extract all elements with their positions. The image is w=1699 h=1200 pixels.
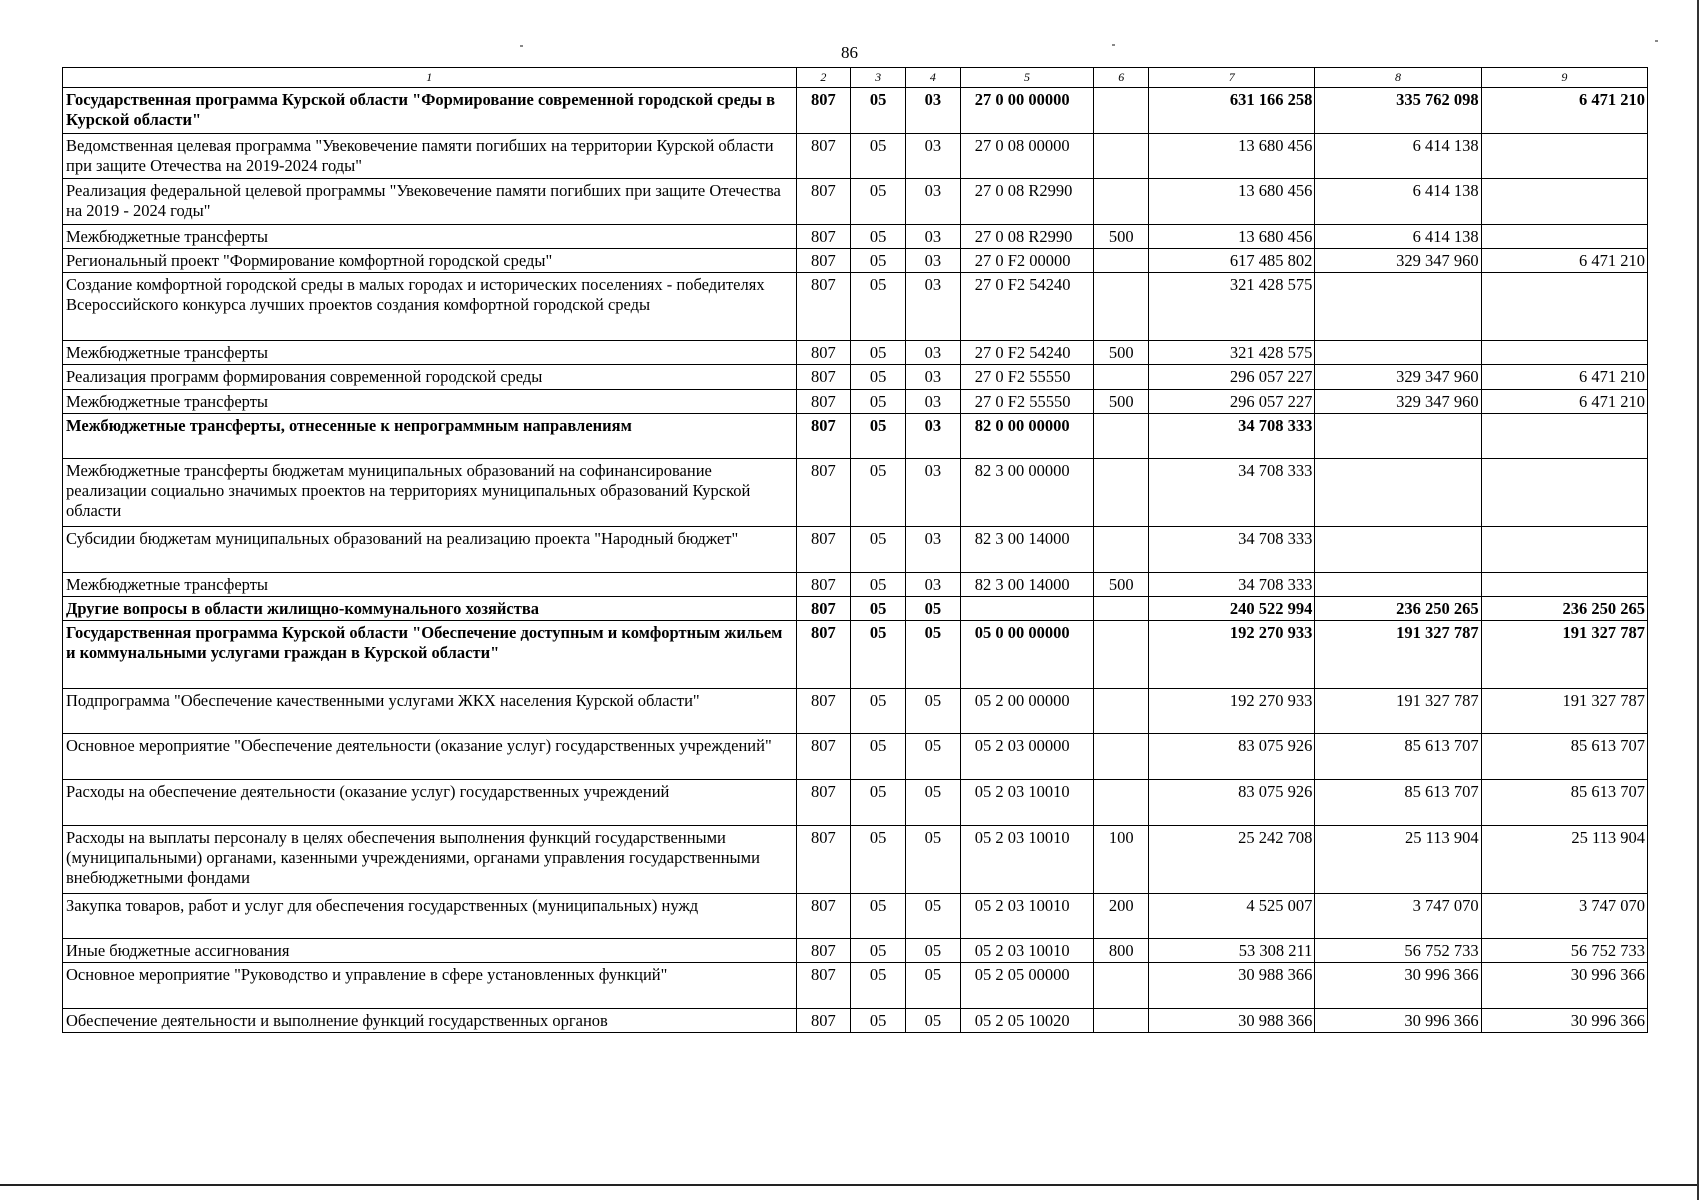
cell-target-article: 05 0 00 00000	[960, 620, 1094, 688]
cell-amount-col7: 34 708 333	[1149, 572, 1315, 596]
cell-col4: 03	[905, 134, 960, 179]
cell-col2: 807	[796, 458, 851, 526]
cell-col2: 807	[796, 1009, 851, 1033]
cell-expense-type: 500	[1094, 225, 1149, 249]
cell-amount-col9: 85 613 707	[1481, 733, 1647, 779]
table-row	[63, 620, 1648, 688]
cell-amount-col9: 236 250 265	[1481, 596, 1647, 620]
cell-amount-col8	[1315, 572, 1481, 596]
cell-amount-col8: 3 747 070	[1315, 893, 1481, 938]
cell-amount-col9	[1481, 572, 1647, 596]
cell-expense-type	[1094, 779, 1149, 825]
cell-amount-col8: 25 113 904	[1315, 825, 1481, 893]
row-name: Межбюджетные трансферты, отнесенные к непрограммным направлениям	[63, 413, 797, 458]
cell-expense-type	[1094, 596, 1149, 620]
column-header-5: 5	[960, 68, 1094, 88]
cell-col4: 03	[905, 179, 960, 225]
cell-amount-col9: 191 327 787	[1481, 688, 1647, 733]
cell-target-article: 27 0 F2 55550	[960, 365, 1094, 389]
row-name: Субсидии бюджетам муниципальных образований на реализацию проекта "Народный бюджет"	[63, 526, 797, 572]
cell-amount-col7: 53 308 211	[1149, 938, 1315, 962]
cell-amount-col8	[1315, 413, 1481, 458]
cell-col4: 03	[905, 273, 960, 341]
cell-expense-type: 800	[1094, 938, 1149, 962]
table-row	[63, 733, 1648, 779]
cell-amount-col7: 25 242 708	[1149, 825, 1315, 893]
cell-col2: 807	[796, 413, 851, 458]
cell-amount-col9	[1481, 179, 1647, 225]
row-name: Межбюджетные трансферты	[63, 572, 797, 596]
row-name: Ведомственная целевая программа "Увековечение памяти погибших на территории Курской области при защите Отечества на 2019-2024 годы"	[63, 134, 797, 179]
cell-col4: 05	[905, 620, 960, 688]
cell-expense-type	[1094, 688, 1149, 733]
cell-amount-col7: 4 525 007	[1149, 893, 1315, 938]
table-row	[63, 225, 1648, 249]
cell-col4: 03	[905, 413, 960, 458]
cell-col2: 807	[796, 620, 851, 688]
row-name: Создание комфортной городской среды в малых городах и исторических поселениях - победителях Всероссийского конкурса лучших проектов создания комфортной городской среды	[63, 273, 797, 341]
cell-col2: 807	[796, 365, 851, 389]
cell-amount-col7: 83 075 926	[1149, 779, 1315, 825]
cell-col4: 03	[905, 526, 960, 572]
cell-expense-type: 100	[1094, 825, 1149, 893]
cell-amount-col9	[1481, 225, 1647, 249]
cell-target-article: 27 0 F2 55550	[960, 389, 1094, 413]
scan-edge-bottom	[0, 1184, 1699, 1186]
cell-amount-col7: 13 680 456	[1149, 225, 1315, 249]
cell-col4: 03	[905, 365, 960, 389]
table-row	[63, 413, 1648, 458]
cell-amount-col9: 85 613 707	[1481, 779, 1647, 825]
table-row	[63, 938, 1648, 962]
scan-speck	[1112, 44, 1115, 46]
cell-amount-col9: 6 471 210	[1481, 365, 1647, 389]
cell-target-article: 27 0 08 R2990	[960, 225, 1094, 249]
cell-col3: 05	[851, 963, 906, 1009]
cell-col4: 05	[905, 938, 960, 962]
cell-target-article: 05 2 03 00000	[960, 733, 1094, 779]
cell-col3: 05	[851, 688, 906, 733]
cell-amount-col8: 30 996 366	[1315, 1009, 1481, 1033]
cell-amount-col9	[1481, 526, 1647, 572]
cell-col3: 05	[851, 365, 906, 389]
row-name: Расходы на обеспечение деятельности (оказание услуг) государственных учреждений	[63, 779, 797, 825]
cell-expense-type	[1094, 88, 1149, 134]
cell-col3: 05	[851, 779, 906, 825]
cell-expense-type: 500	[1094, 572, 1149, 596]
cell-amount-col9	[1481, 273, 1647, 341]
cell-amount-col7: 192 270 933	[1149, 688, 1315, 733]
cell-col3: 05	[851, 893, 906, 938]
cell-expense-type: 500	[1094, 389, 1149, 413]
column-header-6: 6	[1094, 68, 1149, 88]
table-row	[63, 365, 1648, 389]
cell-col2: 807	[796, 572, 851, 596]
cell-col2: 807	[796, 249, 851, 273]
cell-col4: 05	[905, 779, 960, 825]
cell-col4: 03	[905, 458, 960, 526]
table-row	[63, 341, 1648, 365]
cell-amount-col8	[1315, 526, 1481, 572]
cell-expense-type	[1094, 458, 1149, 526]
cell-target-article: 27 0 F2 54240	[960, 273, 1094, 341]
cell-amount-col8: 85 613 707	[1315, 733, 1481, 779]
cell-target-article	[960, 596, 1094, 620]
cell-amount-col8: 6 414 138	[1315, 225, 1481, 249]
cell-expense-type	[1094, 526, 1149, 572]
cell-target-article: 05 2 03 10010	[960, 893, 1094, 938]
budget-table-container	[62, 67, 1648, 1033]
row-name: Основное мероприятие "Обеспечение деятельности (оказание услуг) государственных учреждений"	[63, 733, 797, 779]
cell-col3: 05	[851, 572, 906, 596]
cell-amount-col8: 329 347 960	[1315, 389, 1481, 413]
cell-target-article: 05 2 03 10010	[960, 779, 1094, 825]
cell-amount-col9	[1481, 341, 1647, 365]
cell-amount-col7: 296 057 227	[1149, 365, 1315, 389]
cell-expense-type: 500	[1094, 341, 1149, 365]
row-name: Подпрограмма "Обеспечение качественными услугами ЖКХ населения Курской области"	[63, 688, 797, 733]
cell-target-article: 27 0 00 00000	[960, 88, 1094, 134]
row-name: Межбюджетные трансферты	[63, 225, 797, 249]
cell-col4: 05	[905, 596, 960, 620]
cell-col3: 05	[851, 526, 906, 572]
cell-amount-col8	[1315, 458, 1481, 526]
cell-col3: 05	[851, 134, 906, 179]
cell-amount-col7: 192 270 933	[1149, 620, 1315, 688]
cell-target-article: 82 3 00 00000	[960, 458, 1094, 526]
table-row	[63, 688, 1648, 733]
cell-target-article: 82 3 00 14000	[960, 572, 1094, 596]
row-name: Межбюджетные трансферты	[63, 389, 797, 413]
column-header-2: 2	[796, 68, 851, 88]
cell-col3: 05	[851, 1009, 906, 1033]
cell-amount-col8: 30 996 366	[1315, 963, 1481, 1009]
cell-amount-col7: 631 166 258	[1149, 88, 1315, 134]
cell-col4: 05	[905, 963, 960, 1009]
budget-table	[62, 67, 1648, 1033]
cell-amount-col9: 6 471 210	[1481, 88, 1647, 134]
cell-col3: 05	[851, 88, 906, 134]
cell-col2: 807	[796, 938, 851, 962]
table-row	[63, 458, 1648, 526]
cell-amount-col8: 329 347 960	[1315, 249, 1481, 273]
row-name: Межбюджетные трансферты бюджетам муниципальных образований на софинансирование реализации социально значимых проектов на территориях муниципальных образований Курской области	[63, 458, 797, 526]
cell-amount-col7: 321 428 575	[1149, 273, 1315, 341]
cell-amount-col7: 30 988 366	[1149, 1009, 1315, 1033]
cell-amount-col7: 13 680 456	[1149, 134, 1315, 179]
table-row	[63, 779, 1648, 825]
cell-amount-col9: 191 327 787	[1481, 620, 1647, 688]
cell-amount-col9: 6 471 210	[1481, 249, 1647, 273]
cell-col4: 03	[905, 88, 960, 134]
cell-amount-col8: 191 327 787	[1315, 620, 1481, 688]
row-name: Региональный проект "Формирование комфортной городской среды"	[63, 249, 797, 273]
scan-speck	[520, 45, 523, 47]
cell-amount-col8	[1315, 273, 1481, 341]
cell-expense-type	[1094, 620, 1149, 688]
table-row	[63, 596, 1648, 620]
cell-target-article: 05 2 05 00000	[960, 963, 1094, 1009]
cell-amount-col8: 236 250 265	[1315, 596, 1481, 620]
table-row	[63, 825, 1648, 893]
cell-col4: 05	[905, 825, 960, 893]
cell-target-article: 82 0 00 00000	[960, 413, 1094, 458]
table-row	[63, 249, 1648, 273]
cell-col4: 03	[905, 225, 960, 249]
cell-col2: 807	[796, 596, 851, 620]
page-number: 86	[841, 43, 858, 62]
cell-expense-type	[1094, 365, 1149, 389]
cell-col4: 03	[905, 572, 960, 596]
cell-target-article: 05 2 03 10010	[960, 825, 1094, 893]
cell-col2: 807	[796, 779, 851, 825]
cell-col3: 05	[851, 596, 906, 620]
cell-col3: 05	[851, 413, 906, 458]
header-row	[63, 68, 1648, 88]
table-row	[63, 88, 1648, 134]
table-row	[63, 963, 1648, 1009]
cell-col3: 05	[851, 458, 906, 526]
column-header-8: 8	[1315, 68, 1481, 88]
column-header-3: 3	[851, 68, 906, 88]
cell-col4: 03	[905, 249, 960, 273]
cell-col2: 807	[796, 526, 851, 572]
cell-col2: 807	[796, 273, 851, 341]
row-name: Расходы на выплаты персоналу в целях обеспечения выполнения функций государственными (муниципальными) органами, казенными учреждениями, органами управления государственными внебюджетными фондами	[63, 825, 797, 893]
row-name: Государственная программа Курской области "Формирование современной городской среды в Курской области"	[63, 88, 797, 134]
cell-target-article: 82 3 00 14000	[960, 526, 1094, 572]
cell-amount-col9: 30 996 366	[1481, 963, 1647, 1009]
table-row	[63, 893, 1648, 938]
row-name: Обеспечение деятельности и выполнение функций государственных органов	[63, 1009, 797, 1033]
cell-amount-col9: 56 752 733	[1481, 938, 1647, 962]
cell-col3: 05	[851, 620, 906, 688]
cell-amount-col8: 191 327 787	[1315, 688, 1481, 733]
cell-target-article: 05 2 00 00000	[960, 688, 1094, 733]
table-row	[63, 273, 1648, 341]
cell-amount-col7: 34 708 333	[1149, 458, 1315, 526]
cell-expense-type	[1094, 413, 1149, 458]
row-name: Межбюджетные трансферты	[63, 341, 797, 365]
cell-col2: 807	[796, 963, 851, 1009]
row-name: Иные бюджетные ассигнования	[63, 938, 797, 962]
cell-col3: 05	[851, 825, 906, 893]
cell-col4: 05	[905, 893, 960, 938]
cell-target-article: 27 0 F2 54240	[960, 341, 1094, 365]
cell-expense-type	[1094, 1009, 1149, 1033]
cell-col4: 05	[905, 733, 960, 779]
row-name: Государственная программа Курской области "Обеспечение доступным и комфортным жильем и коммунальными услугами граждан в Курской области"	[63, 620, 797, 688]
cell-amount-col7: 321 428 575	[1149, 341, 1315, 365]
cell-amount-col7: 30 988 366	[1149, 963, 1315, 1009]
cell-target-article: 27 0 08 R2990	[960, 179, 1094, 225]
cell-col2: 807	[796, 688, 851, 733]
cell-amount-col8: 6 414 138	[1315, 134, 1481, 179]
table-row	[63, 1009, 1648, 1033]
cell-expense-type	[1094, 273, 1149, 341]
cell-amount-col9: 30 996 366	[1481, 1009, 1647, 1033]
cell-col2: 807	[796, 733, 851, 779]
table-body	[63, 68, 1648, 1033]
cell-amount-col9: 3 747 070	[1481, 893, 1647, 938]
cell-col2: 807	[796, 825, 851, 893]
cell-amount-col7: 13 680 456	[1149, 179, 1315, 225]
cell-col2: 807	[796, 88, 851, 134]
cell-col4: 05	[905, 1009, 960, 1033]
cell-col4: 03	[905, 341, 960, 365]
row-name: Реализация федеральной целевой программы "Увековечение памяти погибших при защите Отечества на 2019 - 2024 годы"	[63, 179, 797, 225]
cell-amount-col8: 329 347 960	[1315, 365, 1481, 389]
cell-amount-col8: 85 613 707	[1315, 779, 1481, 825]
row-name: Другие вопросы в области жилищно-коммунального хозяйства	[63, 596, 797, 620]
cell-expense-type	[1094, 134, 1149, 179]
column-header-7: 7	[1149, 68, 1315, 88]
cell-amount-col7: 34 708 333	[1149, 413, 1315, 458]
cell-target-article: 05 2 05 10020	[960, 1009, 1094, 1033]
cell-target-article: 27 0 F2 00000	[960, 249, 1094, 273]
cell-amount-col9: 25 113 904	[1481, 825, 1647, 893]
cell-amount-col7: 617 485 802	[1149, 249, 1315, 273]
column-header-4: 4	[905, 68, 960, 88]
row-name: Реализация программ формирования современной городской среды	[63, 365, 797, 389]
cell-amount-col7: 240 522 994	[1149, 596, 1315, 620]
cell-amount-col7: 296 057 227	[1149, 389, 1315, 413]
cell-amount-col8	[1315, 341, 1481, 365]
cell-expense-type: 200	[1094, 893, 1149, 938]
row-name: Основное мероприятие "Руководство и управление в сфере установленных функций"	[63, 963, 797, 1009]
column-header-1: 1	[63, 68, 797, 88]
cell-amount-col8: 335 762 098	[1315, 88, 1481, 134]
cell-col3: 05	[851, 225, 906, 249]
table-row	[63, 572, 1648, 596]
cell-col2: 807	[796, 341, 851, 365]
cell-amount-col8: 56 752 733	[1315, 938, 1481, 962]
cell-target-article: 27 0 08 00000	[960, 134, 1094, 179]
cell-col3: 05	[851, 179, 906, 225]
cell-col3: 05	[851, 249, 906, 273]
cell-expense-type	[1094, 179, 1149, 225]
cell-col2: 807	[796, 225, 851, 249]
table-row	[63, 134, 1648, 179]
cell-col2: 807	[796, 179, 851, 225]
cell-col3: 05	[851, 733, 906, 779]
cell-col3: 05	[851, 341, 906, 365]
row-name: Закупка товаров, работ и услуг для обеспечения государственных (муниципальных) нужд	[63, 893, 797, 938]
cell-expense-type	[1094, 249, 1149, 273]
cell-amount-col8: 6 414 138	[1315, 179, 1481, 225]
cell-amount-col7: 34 708 333	[1149, 526, 1315, 572]
cell-amount-col9	[1481, 134, 1647, 179]
table-row	[63, 526, 1648, 572]
table-row	[63, 389, 1648, 413]
cell-col3: 05	[851, 389, 906, 413]
table-row	[63, 179, 1648, 225]
cell-amount-col9: 6 471 210	[1481, 389, 1647, 413]
cell-amount-col9	[1481, 458, 1647, 526]
cell-col3: 05	[851, 938, 906, 962]
cell-col3: 05	[851, 273, 906, 341]
cell-col2: 807	[796, 893, 851, 938]
scan-speck	[1655, 40, 1658, 42]
cell-target-article: 05 2 03 10010	[960, 938, 1094, 962]
column-header-9: 9	[1481, 68, 1647, 88]
cell-amount-col7: 83 075 926	[1149, 733, 1315, 779]
cell-col4: 03	[905, 389, 960, 413]
cell-expense-type	[1094, 963, 1149, 1009]
cell-amount-col9	[1481, 413, 1647, 458]
cell-expense-type	[1094, 733, 1149, 779]
cell-col4: 05	[905, 688, 960, 733]
cell-col2: 807	[796, 389, 851, 413]
cell-col2: 807	[796, 134, 851, 179]
